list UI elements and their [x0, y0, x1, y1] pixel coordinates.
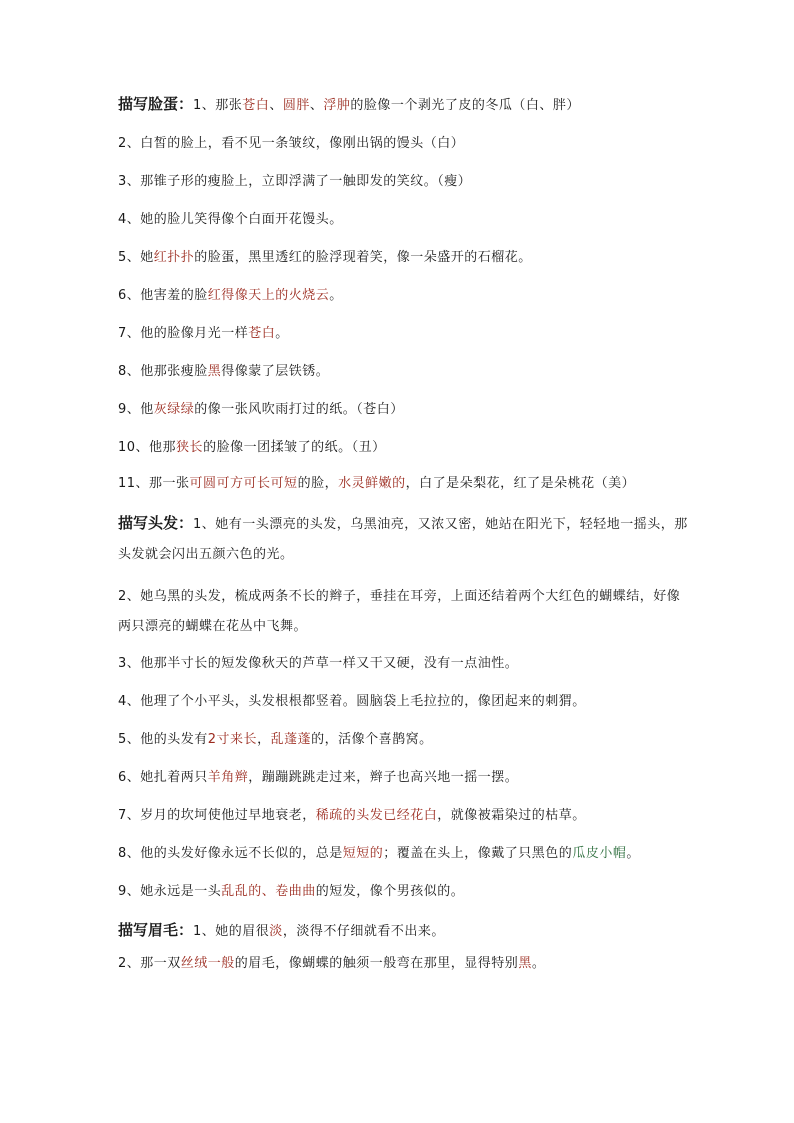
text-run: ，淡得不仔细就看不出来。	[282, 924, 445, 939]
highlight-text-green: 瓜皮小帽	[572, 846, 627, 861]
text-run: 9、他	[118, 402, 154, 417]
text-run: ，白了是朵梨花，红了是朵桃花（美）	[405, 476, 636, 491]
text-run: 的脸像一个剥光了皮的冬瓜（白、胖）	[350, 98, 580, 113]
text-run: 9、她永远是一头	[118, 884, 222, 899]
text-run: ，蹦蹦跳跳走过来，辫子也高兴地一摇一摆。	[248, 770, 519, 785]
section-heading: 描写脸蛋：	[118, 95, 194, 113]
text-run: 2、那一双	[118, 956, 181, 971]
highlight-text: 水灵鲜嫩的	[338, 476, 406, 491]
text-run: 的，活像个喜鹊窝。	[311, 732, 433, 747]
section-face	[118, 92, 693, 496]
text-run: 11、那一张	[118, 476, 190, 491]
highlight-text: 红扑扑	[153, 250, 195, 265]
text-run: 的像一张风吹雨打过的纸。（苍白）	[194, 402, 404, 417]
text-run: 8、他那张瘦脸	[118, 364, 208, 379]
highlight-text: 苍白	[248, 326, 276, 341]
paragraph	[118, 842, 693, 866]
highlight-text: 2寸来长	[207, 732, 258, 747]
highlight-text: 可圆可方可长可短	[189, 476, 298, 491]
section-eyebrows	[118, 918, 693, 976]
paragraph	[118, 766, 693, 790]
highlight-text: 淡	[269, 924, 283, 939]
text-run: 2、白皙的脸上，看不见一条皱纹，像刚出锅的馒头（白）	[118, 136, 465, 151]
paragraph	[118, 322, 693, 346]
highlight-text: 浮肿	[323, 98, 351, 113]
text-run: ，	[257, 732, 271, 747]
highlight-text: 狭长	[176, 440, 204, 455]
paragraph	[118, 208, 693, 232]
text-run: 的眉毛，像蝴蝶的触须一般弯在那里，显得特别	[234, 956, 519, 971]
section-heading: 描写头发：	[118, 514, 194, 532]
highlight-text: 圆胖	[282, 98, 310, 113]
highlight-text: 黑	[207, 364, 222, 379]
paragraph	[118, 284, 693, 308]
paragraph	[118, 952, 693, 976]
text-run: 得像蒙了层铁锈。	[221, 364, 330, 379]
text-run: 10、他那	[118, 440, 177, 455]
highlight-text: 红得像天上的火烧云	[207, 288, 330, 303]
highlight-text: 黑	[518, 956, 532, 971]
paragraph	[118, 132, 693, 156]
text-run: ，就像被霜染过的枯草。	[437, 808, 586, 823]
text-run: 6、他害羞的脸	[118, 288, 208, 303]
highlight-text: 丝绒一般	[180, 956, 235, 971]
paragraph	[118, 918, 693, 944]
text-run: 3、他那半寸长的短发像秋天的芦草一样又干又硬，没有一点油性。	[118, 656, 519, 671]
text-run: 1、那张	[193, 98, 243, 113]
paragraph	[118, 170, 693, 194]
text-run: 、	[269, 98, 283, 113]
text-run: ；覆盖在头上，像戴了只黑色的	[383, 846, 573, 861]
text-run: 的脸蛋，黑里透红的脸浮现着笑，像一朵盛开的石榴花。	[194, 250, 532, 265]
text-run: 。	[275, 326, 289, 341]
highlight-text: 苍白	[242, 98, 270, 113]
text-run: 。	[531, 956, 546, 971]
section-heading: 描写眉毛：	[118, 921, 194, 939]
text-run: 4、他理了个小平头，头发根根都竖着。圆脑袋上毛拉拉的，像团起来的刺猬。	[118, 694, 586, 709]
paragraph	[118, 92, 693, 118]
paragraph	[118, 728, 693, 752]
text-run: 3、那锥子形的瘦脸上，立即浮满了一触即发的笑纹。（瘦）	[118, 174, 472, 189]
text-run: 7、他的脸像月光一样	[118, 326, 249, 341]
paragraph	[118, 246, 693, 270]
highlight-text: 乱乱的、卷曲曲	[221, 884, 316, 899]
text-run: 8、他的头发好像永远不长似的，总是	[118, 846, 343, 861]
paragraph	[118, 436, 693, 460]
text-run: 、	[309, 98, 324, 113]
text-run: 。	[329, 288, 343, 303]
paragraph	[118, 398, 693, 422]
highlight-text: 短短的	[342, 846, 384, 861]
text-run: 1、她的眉很	[193, 924, 270, 939]
text-run: 6、她扎着两只	[118, 770, 208, 785]
document-body	[118, 92, 693, 976]
highlight-text: 稀疏的头发已经花白	[315, 808, 438, 823]
text-run: 4、她的脸儿笑得像个白面开花馒头。	[118, 212, 343, 227]
paragraph	[118, 472, 693, 496]
paragraph	[118, 582, 693, 642]
highlight-text: 灰绿绿	[153, 402, 195, 417]
text-run: 。	[626, 846, 640, 861]
text-run: 7、岁月的坎坷使他过早地衰老，	[118, 808, 316, 823]
highlight-text: 乱蓬蓬	[270, 732, 312, 747]
text-run: 5、他的头发有	[118, 732, 208, 747]
text-run: 的短发，像个男孩似的。	[315, 884, 465, 899]
paragraph	[118, 360, 693, 384]
section-hair	[118, 508, 693, 904]
text-run: 5、她	[118, 250, 154, 265]
paragraph	[118, 652, 693, 676]
paragraph	[118, 880, 693, 904]
paragraph	[118, 804, 693, 828]
text-run: 1、她有一头漂亮的头发，乌黑油亮，又浓又密，她站在阳光下，轻轻地一摇头，那头发就会闪出五颜六色的光。	[118, 517, 688, 562]
text-run: 2、她乌黑的头发，梳成两条不长的辫子，垂挂在耳旁，上面还结着两个大红色的蝴蝶结，好像两只漂亮的蝴蝶在花丛中飞舞。	[118, 589, 681, 634]
paragraph	[118, 690, 693, 714]
highlight-text: 羊角辫	[207, 770, 249, 785]
paragraph	[118, 508, 693, 570]
text-run: 的脸，	[297, 476, 339, 491]
text-run: 的脸像一团揉皱了的纸。（丑）	[203, 440, 386, 455]
